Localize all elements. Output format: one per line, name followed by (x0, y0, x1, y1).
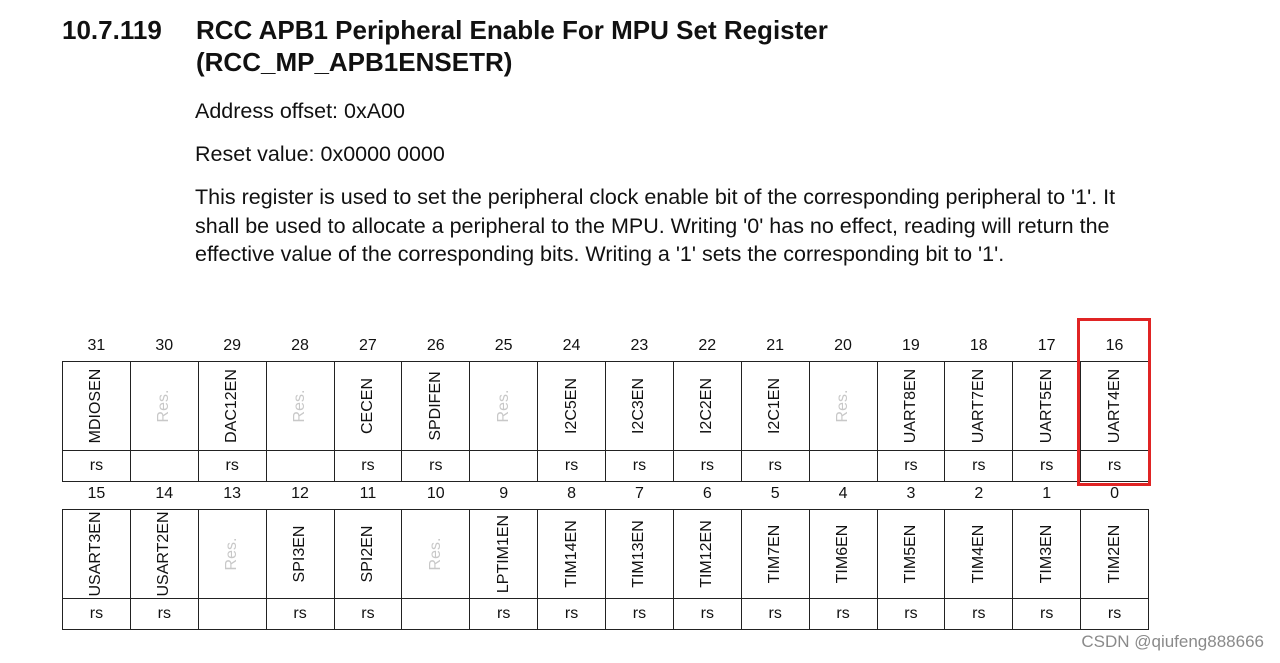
field-name: DAC12EN (223, 369, 241, 443)
field-cell (334, 362, 402, 451)
field-name: I2C1EN (766, 377, 784, 435)
address-offset-text: Address offset: 0xA00 (195, 99, 405, 123)
field-cell (945, 362, 1013, 451)
access-type: rs (402, 451, 470, 482)
section-number: 10.7.119 (62, 15, 162, 45)
field-cell (334, 510, 402, 599)
access-type: rs (945, 599, 1013, 630)
field-name: Res. (155, 389, 173, 423)
field-name: TIM7EN (766, 524, 784, 584)
access-type (402, 599, 470, 630)
field-name-row (63, 362, 1149, 451)
bit-number: 8 (567, 484, 577, 502)
watermark: CSDN @qiufeng888666 (1081, 632, 1264, 651)
field-cell (1081, 510, 1149, 599)
access-type: rs (877, 599, 945, 630)
field-name: LPTIM1EN (494, 514, 512, 594)
bit-number: 27 (359, 336, 377, 354)
access-type: rs (673, 451, 741, 482)
field-cell (741, 362, 809, 451)
access-type: rs (63, 451, 131, 482)
reserved-field-cell (266, 362, 334, 451)
bit-number: 3 (906, 484, 916, 502)
bit-number: 15 (87, 484, 106, 502)
access-type: rs (63, 599, 131, 630)
bit-number: 20 (834, 336, 852, 354)
bit-number: 0 (1110, 484, 1120, 502)
field-cell (198, 362, 266, 451)
field-cell (673, 362, 741, 451)
field-name: UART5EN (1037, 368, 1055, 444)
bit-number: 18 (969, 336, 988, 354)
field-name: USART2EN (155, 511, 173, 597)
field-name: USART3EN (87, 511, 105, 597)
field-name: TIM14EN (562, 520, 580, 588)
access-type-row (63, 451, 1149, 482)
field-cell (266, 510, 334, 599)
bit-number-row (63, 478, 1149, 510)
field-cell (741, 510, 809, 599)
bit-number: 25 (494, 336, 513, 354)
field-cell (1013, 510, 1081, 599)
field-cell (538, 510, 606, 599)
reserved-field-cell (402, 510, 470, 599)
field-name: I2C3EN (630, 377, 648, 435)
access-type (198, 599, 266, 630)
access-type (130, 451, 198, 482)
bit-number-row (63, 330, 1149, 362)
field-name: TIM13EN (630, 520, 648, 588)
access-type: rs (538, 599, 606, 630)
bit-number: 12 (291, 484, 309, 502)
field-name: SPI3EN (291, 525, 309, 583)
field-cell (1081, 362, 1149, 451)
field-name: SPI2EN (358, 525, 376, 583)
register-map-lower-half (62, 478, 1149, 630)
field-cell (877, 362, 945, 451)
access-type: rs (606, 599, 674, 630)
bit-number: 4 (838, 484, 848, 502)
field-cell (945, 510, 1013, 599)
field-cell (673, 510, 741, 599)
access-type: rs (266, 599, 334, 630)
reset-value-text: Reset value: 0x0000 0000 (195, 142, 445, 166)
access-type-row (63, 599, 1149, 630)
field-name: CECEN (358, 377, 376, 435)
field-cell (130, 510, 198, 599)
field-name: Res. (494, 389, 512, 423)
field-name: UART4EN (1105, 368, 1123, 444)
access-type: rs (1081, 451, 1149, 482)
bit-number: 1 (1042, 484, 1052, 502)
field-name: I2C2EN (698, 377, 716, 435)
access-type: rs (334, 451, 402, 482)
register-map-upper-half (62, 330, 1149, 482)
field-cell (1013, 362, 1081, 451)
field-name: UART8EN (901, 368, 919, 444)
field-name: Res. (291, 389, 309, 423)
bit-number: 10 (426, 484, 445, 502)
bit-number: 23 (630, 336, 649, 354)
field-name: TIM4EN (969, 524, 987, 584)
access-type: rs (809, 599, 877, 630)
reserved-field-cell (130, 362, 198, 451)
bit-number: 31 (87, 336, 106, 354)
bit-number: 29 (223, 336, 242, 354)
field-name: Res. (426, 537, 444, 571)
field-cell (63, 362, 131, 451)
bit-number: 22 (698, 336, 717, 354)
bit-number: 2 (974, 484, 984, 502)
field-cell (809, 510, 877, 599)
access-type: rs (1013, 599, 1081, 630)
bit-number: 11 (359, 484, 377, 502)
section-title: RCC APB1 Peripheral Enable For MPU Set Register (RCC_MP_APB1ENSETR) (196, 15, 828, 77)
bit-number: 26 (426, 336, 445, 354)
field-name: MDIOSEN (87, 368, 105, 444)
access-type: rs (673, 599, 741, 630)
field-name: Res. (834, 389, 852, 423)
field-name: TIM5EN (901, 524, 919, 584)
bit-number: 5 (770, 484, 780, 502)
bit-number: 13 (223, 484, 242, 502)
access-type: rs (198, 451, 266, 482)
field-name: TIM3EN (1037, 524, 1055, 584)
access-type: rs (877, 451, 945, 482)
bit-number: 7 (634, 484, 644, 502)
field-name: SPDIFEN (426, 371, 444, 441)
access-type: rs (130, 599, 198, 630)
field-name: TIM2EN (1105, 524, 1123, 584)
reserved-field-cell (198, 510, 266, 599)
bit-number: 17 (1037, 336, 1056, 354)
bit-number: 24 (562, 336, 581, 354)
bit-number: 14 (155, 484, 174, 502)
bit-number: 9 (499, 484, 509, 502)
access-type: rs (945, 451, 1013, 482)
reserved-field-cell (470, 362, 538, 451)
access-type: rs (606, 451, 674, 482)
field-name: Res. (223, 537, 241, 571)
field-name: TIM12EN (698, 520, 716, 588)
access-type: rs (1013, 451, 1081, 482)
field-cell (606, 362, 674, 451)
access-type (809, 451, 877, 482)
field-cell (606, 510, 674, 599)
register-description: This register is used to set the peripheral clock enable bit of the corresponding peripheral to '1'. It shall be used to allocate a peripheral to the MPU. Writing '0' has no effect, reading will return the effective value of the corresponding bits. Writing a '1' sets the corresponding bit to '1'. (195, 185, 1116, 266)
access-type: rs (470, 599, 538, 630)
field-cell (538, 362, 606, 451)
field-cell (402, 362, 470, 451)
bit-number: 28 (291, 336, 309, 354)
bit-number: 19 (902, 336, 920, 354)
field-name: UART7EN (969, 368, 987, 444)
field-cell (63, 510, 131, 599)
access-type: rs (741, 599, 809, 630)
bit-number: 16 (1105, 336, 1124, 354)
field-cell (470, 510, 538, 599)
bit-number: 30 (155, 336, 174, 354)
access-type (470, 451, 538, 482)
access-type: rs (538, 451, 606, 482)
field-name-row (63, 510, 1149, 599)
field-cell (877, 510, 945, 599)
access-type (266, 451, 334, 482)
access-type: rs (334, 599, 402, 630)
bit-number: 6 (702, 484, 712, 502)
access-type: rs (741, 451, 809, 482)
field-name: TIM6EN (834, 524, 852, 584)
access-type: rs (1081, 599, 1149, 630)
field-name: I2C5EN (562, 377, 580, 435)
reserved-field-cell (809, 362, 877, 451)
bit-number: 21 (766, 336, 785, 354)
